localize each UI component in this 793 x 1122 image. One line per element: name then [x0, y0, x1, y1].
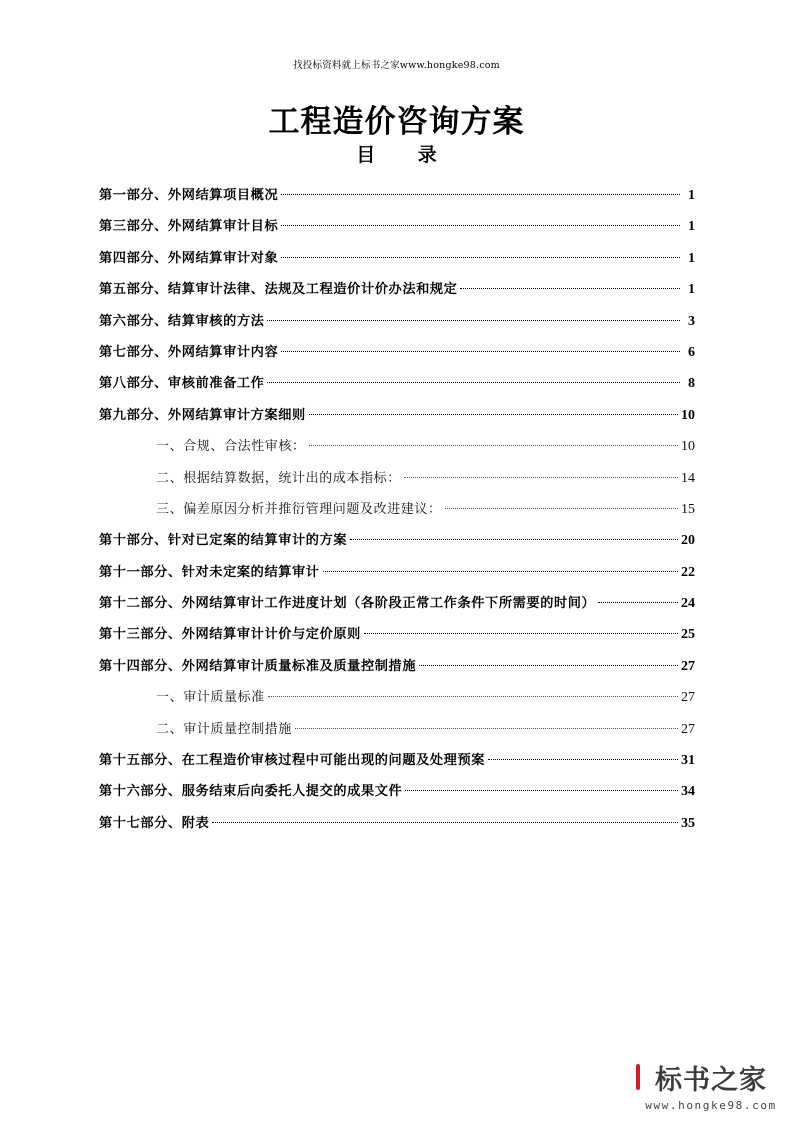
toc-page-number: 1 — [688, 250, 695, 266]
toc-page-number: 1 — [688, 188, 695, 203]
toc-leader-dots — [295, 728, 678, 729]
toc-leader-dots — [598, 602, 678, 603]
toc-leader-dots — [267, 382, 680, 383]
toc-page-number: 10 — [681, 407, 695, 423]
toc-entry[interactable] — [99, 778, 695, 809]
toc-entry-label: 一、审计质量标准 — [156, 690, 265, 706]
toc-page-number: 22 — [681, 564, 695, 580]
toc-subentry[interactable] — [99, 496, 695, 527]
toc-leader-dots — [364, 633, 678, 634]
toc-entry-label: 第九部分、外网结算审计方案细则 — [99, 407, 306, 423]
logo-url: www.hongke98.com — [645, 1099, 777, 1112]
toc-entry-label: 三、偏差原因分析并推衍管理问题及改进建议： — [156, 501, 442, 517]
page-header: 找投标资料就上标书之家www.hongke98.com — [293, 60, 500, 71]
toc-entry[interactable] — [99, 590, 695, 621]
toc-page-number: 31 — [681, 753, 695, 769]
toc-entry[interactable] — [99, 559, 695, 590]
toc-leader-dots — [309, 445, 678, 446]
toc-entry-label: 第一部分、外网结算项目概况 — [99, 188, 279, 203]
toc-entry-label: 第十六部分、服务结束后向委托人提交的成果文件 — [99, 784, 403, 800]
toc-page-number: 27 — [681, 721, 695, 737]
toc-subentry[interactable] — [99, 684, 695, 715]
toc-entry-label: 第十部分、针对已定案的结算审计的方案 — [99, 533, 348, 549]
toc-entry[interactable] — [99, 653, 695, 684]
toc-entry-label: 第六部分、结算审核的方法 — [99, 313, 265, 329]
toc-entry-label: 第十七部分、附表 — [99, 815, 210, 831]
toc-page-number: 10 — [681, 439, 695, 455]
toc-leader-dots — [404, 477, 678, 478]
toc-subentry[interactable] — [99, 465, 695, 496]
toc-page-number: 14 — [681, 470, 695, 486]
toc-entry[interactable] — [99, 245, 695, 276]
toc-entry[interactable] — [99, 747, 695, 778]
table-of-contents — [99, 182, 695, 841]
toc-leader-dots — [212, 822, 678, 823]
toc-entry-label: 第十三部分、外网结算审计计价与定价原则 — [99, 627, 361, 643]
toc-entry-label: 第七部分、外网结算审计内容 — [99, 344, 279, 360]
toc-entry-label: 二、审计质量控制措施 — [156, 721, 293, 737]
brand-logo — [636, 1058, 786, 1112]
toc-entry-label: 第八部分、审核前准备工作 — [99, 376, 265, 392]
toc-entry[interactable] — [99, 402, 695, 433]
toc-entry-label: 第十四部分、外网结算审计质量标准及质量控制措施 — [99, 658, 417, 674]
toc-leader-dots — [267, 320, 680, 321]
toc-entry[interactable] — [99, 308, 695, 339]
toc-page-number: 1 — [688, 219, 695, 235]
toc-leader-dots — [323, 571, 678, 572]
toc-page-number: 27 — [681, 690, 695, 706]
toc-leader-dots — [488, 759, 678, 760]
toc-leader-dots — [281, 257, 680, 258]
toc-page-number: 25 — [681, 627, 695, 643]
document-title: 工程造价咨询方案 — [268, 104, 525, 140]
toc-leader-dots — [445, 508, 678, 509]
toc-entry-label: 第十一部分、针对未定案的结算审计 — [99, 564, 320, 580]
toc-entry[interactable] — [99, 213, 695, 244]
toc-leader-dots — [268, 696, 678, 697]
toc-entry[interactable] — [99, 182, 695, 213]
toc-leader-dots — [460, 288, 680, 289]
toc-leader-dots — [309, 414, 678, 415]
toc-page-number: 6 — [688, 344, 695, 360]
toc-entry[interactable] — [99, 810, 695, 841]
toc-entry[interactable] — [99, 276, 695, 307]
toc-entry-label: 第三部分、外网结算审计目标 — [99, 219, 279, 235]
toc-leader-dots — [281, 194, 680, 195]
toc-entry[interactable] — [99, 339, 695, 370]
toc-entry[interactable] — [99, 621, 695, 652]
toc-page-number: 34 — [681, 784, 695, 800]
toc-entry[interactable] — [99, 370, 695, 401]
toc-entry-label: 一、合规、合法性审核： — [156, 439, 306, 455]
toc-heading: 目 录 — [356, 144, 455, 166]
toc-leader-dots — [281, 225, 680, 226]
toc-leader-dots — [281, 351, 680, 352]
logo-text: 标书之家 — [655, 1065, 767, 1096]
toc-leader-dots — [350, 539, 678, 540]
toc-page-number: 24 — [681, 596, 695, 612]
toc-entry-label: 第五部分、结算审计法律、法规及工程造价计价办法和规定 — [99, 282, 458, 298]
toc-subentry[interactable] — [99, 716, 695, 747]
toc-page-number: 35 — [681, 815, 695, 831]
toc-entry-label: 第十五部分、在工程造价审核过程中可能出现的问题及处理预案 — [99, 753, 486, 769]
toc-entry[interactable] — [99, 527, 695, 558]
toc-page-number: 15 — [681, 501, 695, 517]
toc-leader-dots — [405, 790, 678, 791]
toc-page-number: 20 — [681, 533, 695, 549]
toc-entry-label: 第四部分、外网结算审计对象 — [99, 250, 279, 266]
toc-entry-label: 二、根据结算数据，统计出的成本指标： — [156, 470, 401, 486]
toc-page-number: 27 — [681, 658, 695, 674]
toc-subentry[interactable] — [99, 433, 695, 464]
toc-page-number: 1 — [688, 282, 695, 298]
toc-leader-dots — [419, 665, 678, 666]
toc-entry-label: 第十二部分、外网结算审计工作进度计划（各阶段正常工作条件下所需要的时间） — [99, 596, 596, 612]
toc-page-number: 8 — [688, 376, 695, 392]
toc-page-number: 3 — [688, 313, 695, 329]
